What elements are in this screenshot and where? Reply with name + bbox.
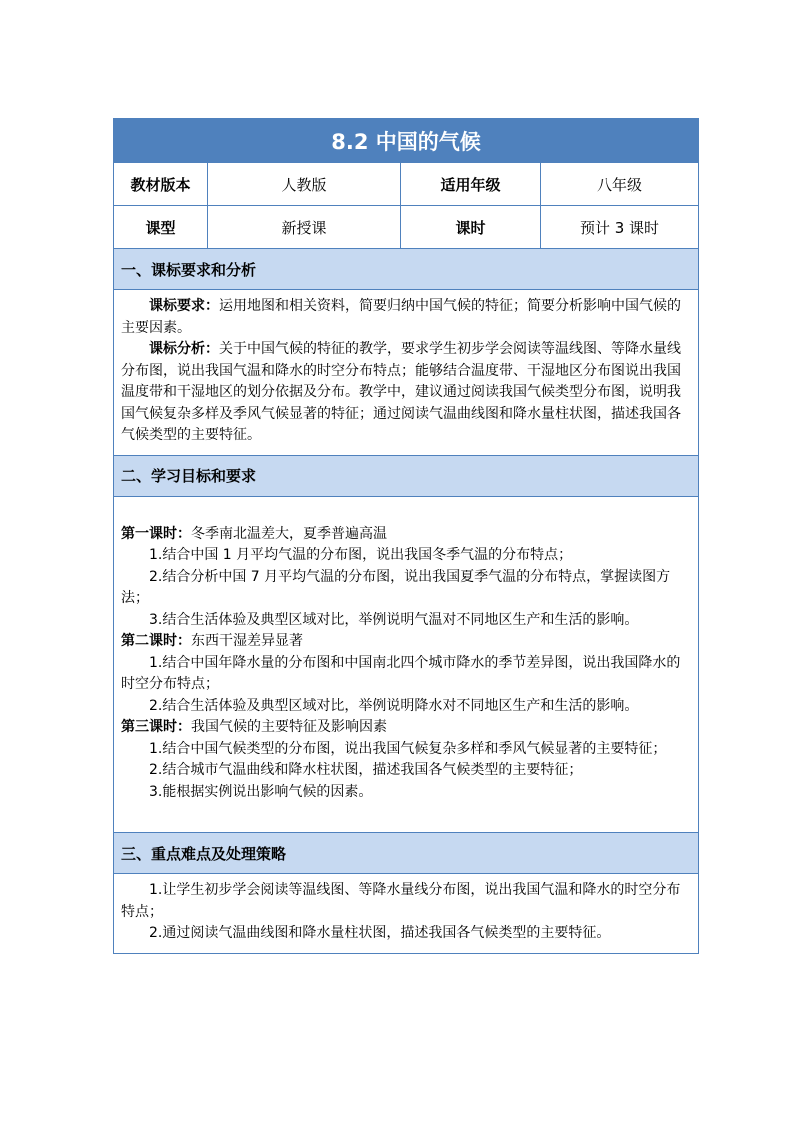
lesson-heading: [121, 631, 691, 653]
lesson-label: 第二课时：: [121, 633, 191, 649]
lesson-topic: 我国气候的主要特征及影响因素: [191, 719, 387, 735]
lesson-plan-table: [113, 118, 699, 954]
grade-label: 适用年级: [401, 163, 541, 205]
section-heading-key-points: 三、重点难点及处理策略: [114, 833, 698, 874]
type-value: 新授课: [208, 206, 401, 248]
hours-value: 预计 3 课时: [579, 218, 660, 237]
list-item: 1.结合中国气候类型的分布图，说出我国气候复杂多样和季风气候显著的主要特征；: [149, 740, 667, 757]
section-heading-standards: 一、课标要求和分析: [114, 249, 698, 290]
standard-analysis: [121, 339, 691, 447]
list-item: 3.结合生活体验及典型区域对比，举例说明气温对不同地区生产和生活的影响。: [149, 611, 639, 628]
lesson-topic: 冬季南北温差大，夏季普遍高温: [191, 525, 387, 542]
list-item: 2.结合生活体验及典型区域对比，举例说明降水对不同地区生产和生活的影响。: [149, 697, 639, 714]
list-item: 2.通过阅读气温曲线图和降水量柱状图，描述我国各气候类型的主要特征。: [149, 925, 611, 941]
section-body-standards: [114, 290, 698, 456]
standard-requirement: [121, 296, 691, 339]
grade-value: 八年级: [596, 175, 642, 194]
requirement-label: 课标要求：: [149, 298, 219, 314]
list-item: 2.结合城市气温曲线和降水柱状图，描述我国各气候类型的主要特征；: [149, 762, 583, 778]
list-item: 1.让学生初步学会阅读等温线图、等降水量线分布图，说出我国气温和降水的时空分布特点；: [121, 882, 681, 920]
lesson-label: 第三课时：: [121, 719, 191, 735]
hours-label: 课时: [401, 206, 541, 248]
analysis-label: 课标分析：: [149, 341, 219, 357]
lesson-topic: 东西干湿差异显著: [191, 633, 303, 649]
page-title: 8.2 中国的气候: [114, 119, 698, 163]
meta-row-type: [114, 206, 698, 249]
edition-value: 人教版: [208, 163, 401, 205]
section-body-key-points: [114, 874, 698, 953]
lesson-heading: [121, 717, 691, 739]
type-label: 课型: [114, 206, 208, 248]
lesson-heading: [121, 524, 691, 546]
spacer: [121, 803, 691, 824]
meta-row-edition: [114, 163, 698, 206]
section-heading-objectives: 二、学习目标和要求: [114, 456, 698, 497]
analysis-text: 关于中国气候的特征的教学，要求学生初步学会阅读等温线图、等降水量线分布图，说出我国气温和降水的时空分布特点；能够结合温度带、干湿地区分布图说出我国温度带和干湿地区的划分依据及分布。教学中，建议通过阅读我国气候类型分布图，说明我国气候复杂多样及季风气候显著的特征；通过阅读气温曲线图和降水量柱状图，描述我国各气候类型的主要特征。: [121, 341, 681, 443]
spacer: [121, 503, 691, 524]
list-item: 3.能根据实例说出影响气候的因素。: [149, 783, 373, 800]
requirement-text: 运用地图和相关资料，简要归纳中国气候的特征；简要分析影响中国气候的主要因素。: [121, 298, 681, 336]
list-item: 1.结合中国年降水量的分布图和中国南北四个城市降水的季节差异图，说出我国降水的时空分布特点；: [121, 654, 681, 692]
list-item: 2.结合分析中国 7 月平均气温的分布图，说出我国夏季气温的分布特点，掌握读图方法；: [121, 568, 671, 606]
section-body-objectives: [114, 497, 698, 834]
edition-label: 教材版本: [114, 163, 208, 205]
lesson-label: 第一课时：: [121, 525, 191, 542]
list-item: 1.结合中国 1 月平均气温的分布图，说出我国冬季气温的分布特点；: [149, 547, 573, 563]
